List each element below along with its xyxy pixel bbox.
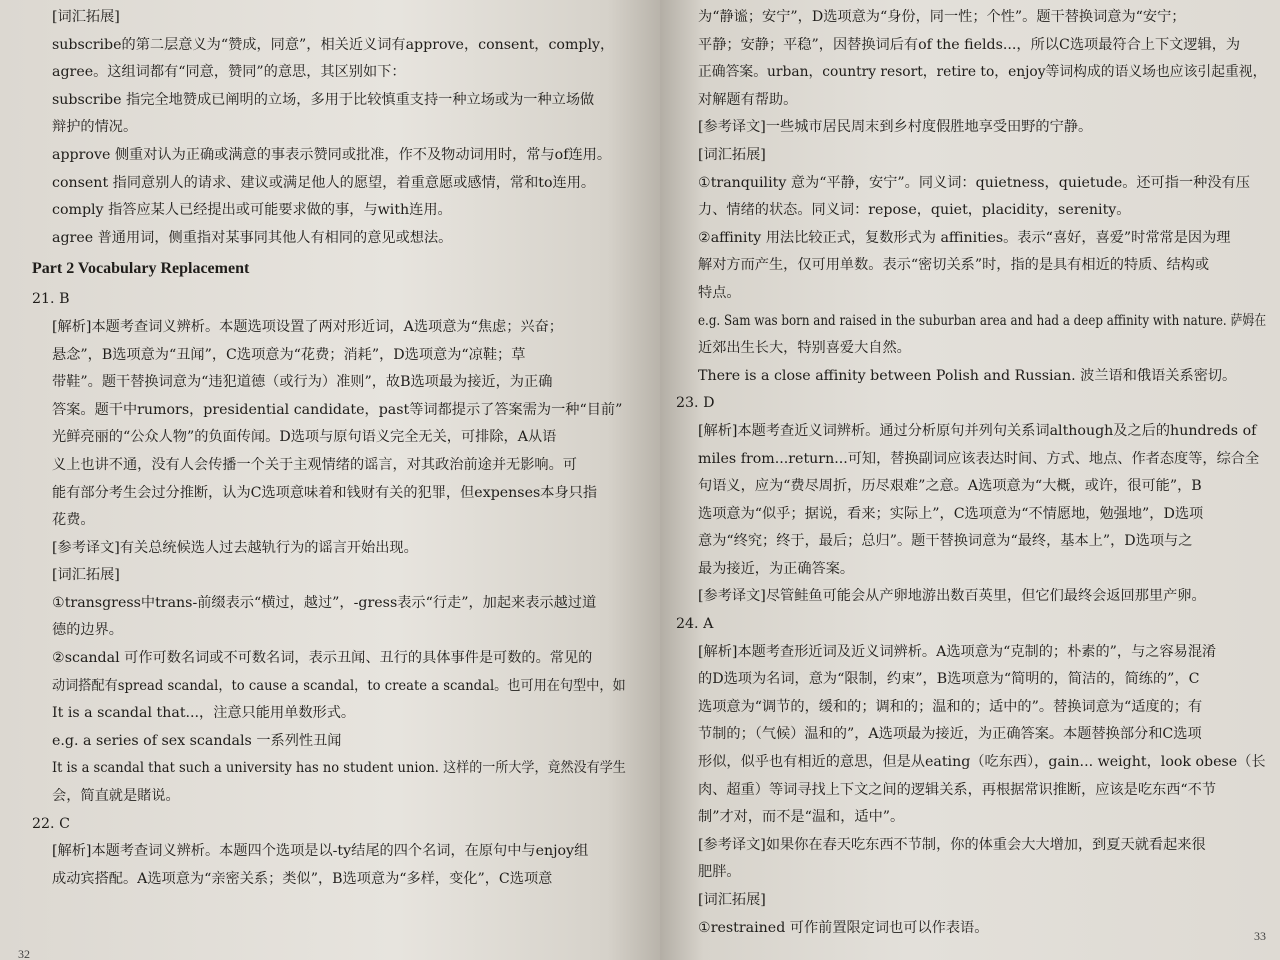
- text-line: 德的边界。: [52, 622, 123, 639]
- text-line: 选项意为“调节的，缓和的；调和的；温和的；适中的”。替换词意为“适度的；有: [698, 698, 1203, 715]
- text-line: 义上也讲不通，没有人会传播一个关于主观情绪的谣言，对其政治前途并无影响。可: [52, 456, 577, 473]
- text-line: 对解题有帮助。: [698, 91, 798, 108]
- question-24-explanation: [698, 639, 1266, 943]
- text-line: 光鲜亮丽的“公众人物”的负面传闻。D选项与原句语义完全无关，可排除，A从语: [52, 429, 557, 446]
- text-line: [词汇拓展]: [52, 9, 120, 25]
- text-line: ①restrained 可作前置限定词也可以作表语。: [698, 919, 989, 936]
- text-line: [参考译文]一些城市居民周末到乡村度假胜地享受田野的宁静。: [698, 119, 1093, 136]
- right-page-number: 33: [1254, 929, 1266, 943]
- text-line: ②scandal 可作可数名词或不可数名词，表示丑闻、丑行的具体事件是可数的。常见的: [52, 650, 593, 667]
- text-line: 肉、超重）等词寻找上下文之间的逻辑关系，再根据常识推断，应该是吃东西“不节: [698, 781, 1217, 798]
- left-page-number: 32: [18, 947, 30, 960]
- text-line: 力、情绪的状态。同义词：repose，quiet，placidity，serenity。: [698, 202, 1131, 219]
- question-21-number: 21. B: [32, 291, 70, 308]
- text-line: 特点。: [698, 284, 741, 301]
- text-line: 制”才对，而不是“温和，适中”。: [698, 809, 905, 826]
- text-line: There is a close affinity between Polish and Russian. 波兰语和俄语关系密切。: [698, 367, 1237, 384]
- text-line: 能有部分考生会过分推断，认为C选项意味着和钱财有关的犯罪，但expenses本身只指: [52, 484, 598, 501]
- text-line: 会，简直就是賭说。: [52, 788, 180, 805]
- text-line: ②affinity 用法比较正式，复数形式为 affinities。表示“喜好，喜爱”时常常是因为理: [698, 229, 1231, 246]
- text-line: consent 指同意别人的请求、建议或满足他人的愿望，着重意愿或感情，常和to连用。: [52, 174, 596, 191]
- right-page: [660, 0, 1280, 960]
- text-line: 解对方而产生，仅可用单数。表示“密切关系”时，指的是具有相近的特质、结构或: [698, 257, 1210, 274]
- text-line: 平静；安静；平稳”，因替换词后有of the fields...，所以C选项最符合上下文逻辑，为: [698, 36, 1241, 53]
- question-22-explanation: [52, 838, 626, 893]
- text-line: [词汇拓展]: [52, 567, 120, 584]
- text-line: 动词搭配有spread scandal，to cause a scandal，to create a scandal。也可用在句型中，如: [52, 677, 626, 694]
- text-line: 最为接近，为正确答案。: [698, 560, 855, 577]
- text-line: [解析]本题考查形近词及近义词辨析。A选项意为“克制的；朴素的”，与之容易混淆: [698, 643, 1217, 660]
- text-line: 辩护的情况。: [52, 119, 138, 136]
- question-21-explanation: [52, 314, 626, 811]
- text-line: ①tranquility 意为“平静，安宁”。同义词：quietness，quietude。还可指一种没有压: [698, 174, 1250, 191]
- part-heading: Part 2 Vocabulary Replacement: [32, 260, 250, 278]
- text-line: 肥胖。: [698, 864, 741, 881]
- text-line: [解析]本题考查近义词辨析。通过分析原句并列句关系词although及之后的hundreds of: [698, 422, 1257, 439]
- text-line: 选项意为“似乎；据说，看来；实际上”，C选项意为“不情愿地，勉强地”，D选项: [698, 505, 1204, 522]
- text-line: 节制的；（气候）温和的”，A选项最为接近，为正确答案。本题替换部分和C选项: [698, 726, 1202, 743]
- text-line: 为“静谧；安宁”，D选项意为“身份，同一性；个性”。题干替换词意为“安宁；: [698, 9, 1186, 25]
- text-line: miles from...return...可知，替换副词应该表达时间、方式、地点、作者态度等，综合全: [698, 450, 1260, 467]
- text-line: 花费。: [52, 512, 95, 529]
- text-line: [词汇拓展]: [698, 146, 766, 163]
- text-line: ①transgress中trans-前缀表示“横过，越过”，-gress表示“行走”，加起来表示越过道: [52, 594, 597, 611]
- text-line: [参考译文]尽管鲑鱼可能会从产卵地游出数百英里，但它们最终会返回那里产卵。: [698, 588, 1206, 605]
- text-line: approve 侧重对认为正确或满意的事表示赞同或批准，作不及物动词用时，常与of连用。: [52, 146, 612, 163]
- text-line: agree。这组词都有“同意，赞同”的意思，其区别如下：: [52, 64, 406, 81]
- question-22-number: 22. C: [32, 815, 70, 832]
- text-line: 近郊出生长大，特别喜爱大自然。: [698, 340, 911, 357]
- text-line: 成动宾搭配。A选项意为“亲密关系；类似”，B选项意为“多样，变化”，C选项意: [52, 870, 553, 887]
- text-line: 悬念”，B选项意为“丑闻”，C选项意为“花费；消耗”，D选项意为“凉鞋；草: [52, 346, 526, 363]
- text-line: [参考译文]有关总统候选人过去越轨行为的谣言开始出现。: [52, 539, 418, 556]
- question-24-number: 24. A: [676, 616, 714, 633]
- text-line: [解析]本题考查词义辨析。本题选项设置了两对形近词，A选项意为“焦虑；兴奋；: [52, 318, 563, 335]
- text-line: e.g. a series of sex scandals 一系列性丑闻: [52, 732, 342, 749]
- text-line: 正确答案。urban，country resort，retire to，enjoy等词构成的语义场也应该引起重视，: [698, 64, 1267, 81]
- text-line: It is a scandal that such a university has no student union. 这样的一所大学，竟然没有学生: [52, 760, 626, 777]
- text-line: 句语义，应为“费尽周折，历尽艰难”之意。A选项意为“大概，或许，很可能”，B: [698, 478, 1202, 495]
- text-line: 带鞋”。题干替换词意为“违犯道德（或行为）准则”，故B选项最为接近，为正确: [52, 374, 553, 391]
- vocab-extension-subscribe: [52, 4, 626, 252]
- text-line: subscribe 指完全地赞成已阐明的立场，多用于比较慎重支持一种立场或为一种立场做: [52, 91, 595, 108]
- text-line: 答案。题干中rumors，presidential candidate，past等词都提示了答案需为一种“目前”: [52, 401, 623, 418]
- text-line: [解析]本题考查词义辨析。本题四个选项是以-ty结尾的四个名词，在原句中与enjoy组: [52, 843, 589, 860]
- question-22-continued: [698, 4, 1266, 390]
- text-line: 的D选项为名词，意为“限制，约束”，B选项意为“简明的，简洁的，简练的”，C: [698, 671, 1200, 688]
- text-line: subscribe的第二层意义为“赞成，同意”，相关近义词有approve，consent，comply，: [52, 36, 615, 53]
- question-23-number: 23. D: [676, 395, 715, 412]
- question-23-explanation: [698, 418, 1266, 611]
- text-line: It is a scandal that...，注意只能用单数形式。: [52, 705, 356, 722]
- text-line: 意为“终究；终于，最后；总归”。题干替换词意为“最终，基本上”，D选项与之: [698, 533, 1193, 550]
- text-line: e.g. Sam was born and raised in the suburban area and had a deep affinity with nature. 萨姆在: [698, 312, 1267, 329]
- text-line: [词汇拓展]: [698, 892, 766, 908]
- text-line: [参考译文]如果你在春天吃东西不节制，你的体重会大大增加，到夏天就看起来很: [698, 836, 1206, 853]
- text-line: agree 普通用词，侧重指对某事同其他人有相同的意见或想法。: [52, 229, 453, 246]
- text-line: comply 指答应某人已经提出或可能要求做的事，与with连用。: [52, 202, 452, 219]
- text-line: 形似，似乎也有相近的意思，但是从eating（吃东西），gain... weight，look obese（长: [698, 754, 1266, 771]
